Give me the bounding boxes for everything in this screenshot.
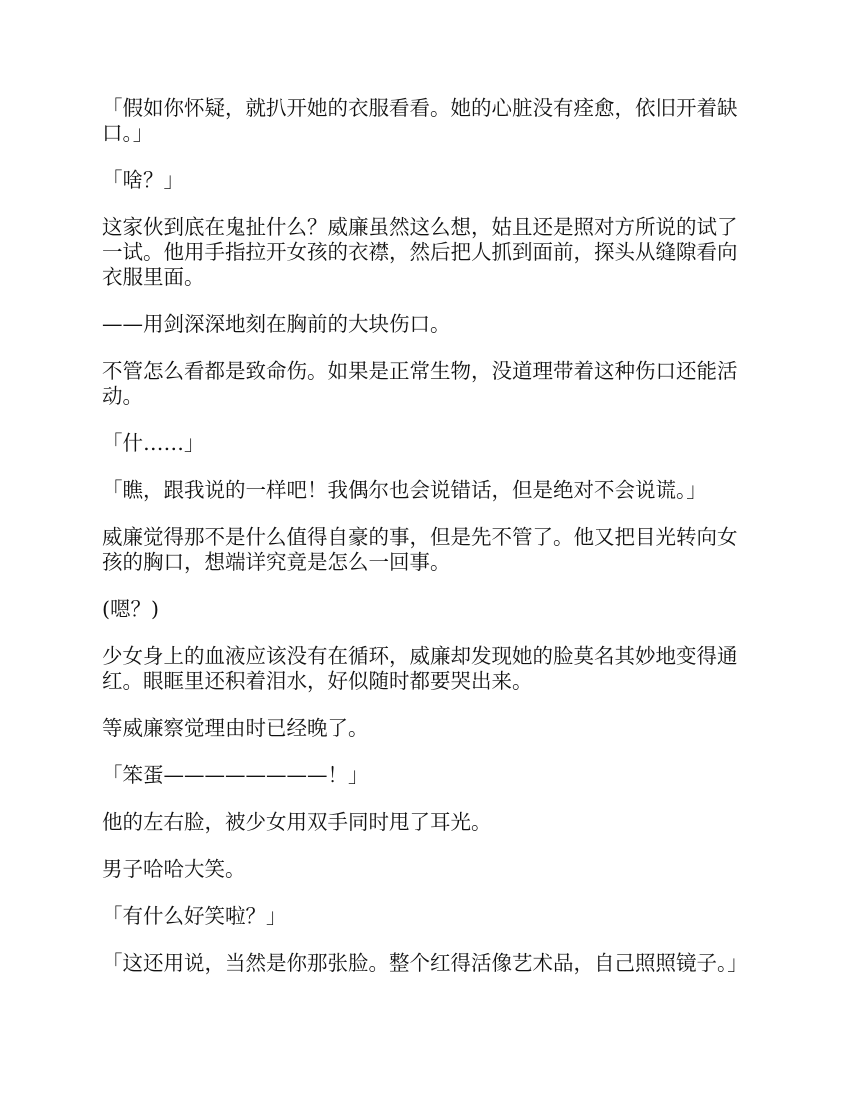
paragraph: 「假如你怀疑，就扒开她的衣服看看。她的心脏没有痊愈，依旧开着缺口。」 (102, 96, 738, 145)
paragraph: 少女身上的血液应该没有在循环，威廉却发现她的脸莫名其妙地变得通红。眼眶里还积着泪水，好似随时都要哭出来。 (102, 644, 738, 693)
paragraph: ——用剑深深地刻在胸前的大块伤口。 (102, 312, 451, 336)
paragraph: 「啥？」 (102, 168, 184, 192)
paragraph: 「笨蛋————————！」 (102, 763, 369, 787)
paragraph: 这家伙到底在鬼扯什么？威廉虽然这么想，姑且还是照对方所说的试了一试。他用手指拉开女孩的衣襟，然后把人抓到面前，探头从缝隙看向衣服里面。 (102, 215, 738, 289)
paragraph: 「瞧，跟我说的一样吧！我偶尔也会说错话，但是绝对不会说谎。」 (102, 478, 707, 502)
paragraph: (嗯？) (102, 597, 159, 621)
document-body (102, 96, 750, 998)
paragraph: 他的左右脸，被少女用双手同时甩了耳光。 (102, 810, 492, 834)
paragraph: 「有什么好笑啦？」 (102, 904, 287, 928)
paragraph: 威廉觉得那不是什么值得自豪的事，但是先不管了。他又把目光转向女孩的胸口，想端详究竟是怎么一回事。 (102, 525, 738, 574)
paragraph: 不管怎么看都是致命伤。如果是正常生物，没道理带着这种伤口还能活动。 (102, 359, 738, 408)
paragraph: 男子哈哈大笑。 (102, 857, 246, 881)
paragraph: 「这还用说，当然是你那张脸。整个红得活像艺术品，自己照照镜子。」 (102, 951, 748, 975)
paragraph: 等威廉察觉理由时已经晚了。 (102, 716, 369, 740)
paragraph: 「什……」 (102, 431, 205, 455)
